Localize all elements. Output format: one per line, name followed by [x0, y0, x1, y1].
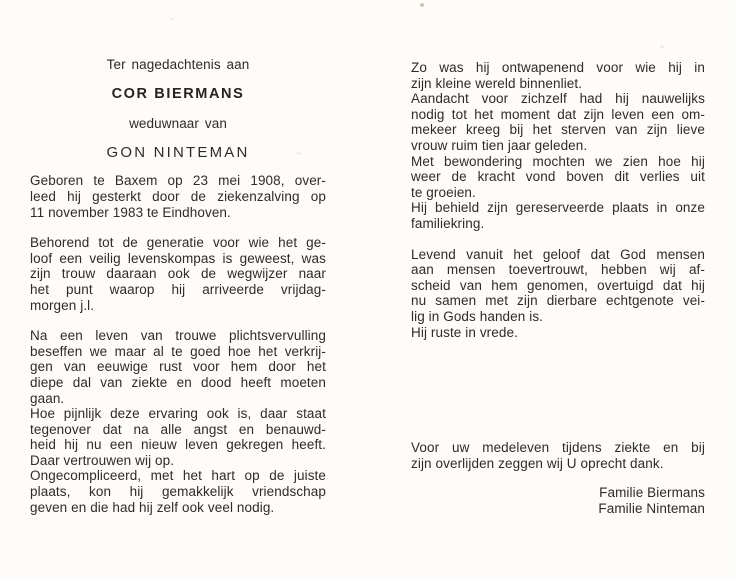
signatures — [411, 485, 705, 516]
faith-paragraph — [30, 235, 326, 313]
text-line: gen van eeuwige rust voor hem door het — [30, 359, 326, 375]
relation-text: weduwnaar van — [129, 116, 227, 132]
text-line: 11 november 1983 te Eindhoven. — [30, 204, 231, 220]
text-line: zijn overlijden zeggen wij U oprecht dank. — [411, 455, 664, 471]
text-line: het punt waarop hij arriveerde vrijdag- — [30, 281, 326, 297]
text-line: nodig tot het moment dat zijn leven een om- — [411, 106, 705, 122]
painful-experience-paragraph — [30, 406, 326, 468]
text-line: beseffen we maar al te goed hoe het verkrij- — [30, 343, 326, 359]
text-line: Voor uw medeleven tijdens ziekte en bij — [411, 440, 705, 456]
text-line: diepe dal van ziekte en dood heeft moeten — [30, 374, 326, 390]
card-header — [30, 57, 326, 160]
farewell-paragraph — [411, 247, 705, 325]
text-line: Familie Ninteman — [598, 500, 705, 516]
admiration-paragraph — [411, 154, 705, 201]
thanks-paragraph — [411, 440, 705, 471]
text-line: Levend vanuit het geloof dat God mensen — [411, 246, 705, 262]
text-line: gaan. — [30, 390, 65, 406]
right-column — [411, 57, 705, 516]
right-column-body — [411, 60, 705, 516]
text-line: zijn kleine wereld binnenliet. — [411, 75, 583, 91]
text-line: Daar vertrouwen wij op. — [30, 452, 175, 468]
text-line: leed hij gesterkt door de ziekenzalving op — [30, 188, 326, 204]
family-circle-paragraph — [411, 200, 705, 231]
text-line: heid hij nu een nieuw leven gekregen heeft. — [30, 437, 326, 453]
text-line: Ongecompliceerd, met het hart op de juiste — [30, 468, 326, 484]
text-line: Zo was hij ontwapenend voor wie hij in — [411, 60, 705, 75]
text-line: Hoe pijnlijk deze ervaring ook is, daar staat — [30, 406, 326, 422]
text-line: loof een veilig levenskompas is geweest, was — [30, 250, 326, 266]
spouse-name: GON NINTEMAN — [106, 143, 250, 161]
scan-speck — [420, 3, 424, 7]
text-line: aan mensen toevertrouwt, hebben wij af- — [411, 262, 705, 278]
text-line: Met bewondering mochten we zien hoe hij — [411, 153, 705, 169]
text-line: Familie Biermans — [599, 485, 705, 501]
text-line: Aandacht voor zichzelf had hij nauwelijks — [411, 91, 705, 107]
text-line: Behorend tot de generatie voor wie het ge- — [30, 235, 326, 251]
text-line: familiekring. — [411, 215, 485, 231]
text-line: weer de kracht vond boven dit verlies uit — [411, 169, 705, 185]
text-line: Hij behield zijn gereserveerde plaats in onze — [411, 200, 705, 216]
text-line: geven en die had hij zelf ook veel nodig. — [30, 499, 275, 515]
deceased-name: COR BIERMANS — [111, 85, 245, 102]
rest-in-peace-line — [411, 325, 705, 341]
character-paragraph — [30, 468, 326, 515]
scan-speck — [170, 18, 173, 20]
text-line: tegenover dat na alle angst en benauwd- — [30, 421, 326, 437]
left-column-body — [30, 173, 326, 515]
scan-speck — [660, 45, 664, 48]
text-line: scheid van hem genomen, overtuigd dat hij — [411, 277, 705, 293]
text-line: vrouw ruim tien jaar geleden. — [411, 137, 588, 153]
text-line: te groeien. — [411, 184, 476, 200]
text-line: mekeer kreeg bij het sterven van zijn lieve — [411, 122, 705, 138]
text-line: Geboren te Baxem op 23 mei 1908, over- — [30, 173, 326, 189]
attention-paragraph — [411, 91, 705, 153]
text-line: nu samen met zijn dierbare echtgenote vei- — [411, 293, 705, 309]
left-column — [30, 57, 326, 515]
text-line: plaats, kon hij gemakkelijk vriendschap — [30, 484, 326, 500]
birth-death-paragraph — [30, 173, 326, 220]
text-line: lig in Gods handen is. — [411, 308, 544, 324]
text-line: Hij ruste in vrede. — [411, 324, 518, 340]
dedication-text: Ter nagedachtenis aan — [106, 57, 250, 72]
duty-paragraph — [30, 328, 326, 406]
text-line: morgen j.l. — [30, 297, 95, 313]
text-line: Na een leven van trouwe plichtsvervulling — [30, 328, 326, 344]
disarming-paragraph — [411, 60, 705, 91]
text-line: zijn trouw daaraan ook de wegwijzer naar — [30, 266, 326, 282]
